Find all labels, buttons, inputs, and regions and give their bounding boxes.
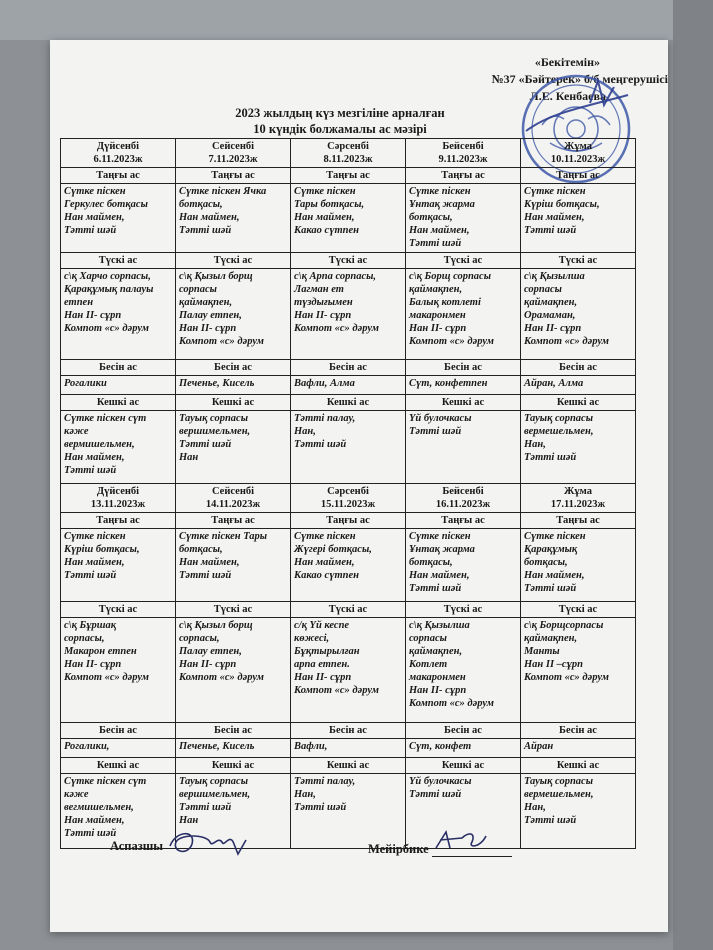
dish-line: Компот «с» дәрум: [409, 336, 495, 347]
dish-line: ботқасы,: [409, 557, 453, 568]
dish-cell: [521, 529, 636, 602]
day-date: 13.11.2023ж: [90, 499, 146, 510]
meal-label: Бесін ас: [176, 360, 291, 376]
dish-line: Сүтке піскен Тары: [179, 531, 268, 542]
dish-line: арпа етпен.: [294, 659, 350, 670]
day-name: Дүйсенбі: [96, 141, 140, 152]
dish-line: Палау етпен,: [179, 310, 242, 321]
dish-line: Ұнтақ жарма: [409, 199, 475, 210]
dish-line: Компот «с» дәрум: [179, 336, 265, 347]
dish-line: Нан маймен,: [409, 225, 470, 236]
dish-cell: [521, 269, 636, 360]
meal-label: Бесін ас: [521, 723, 636, 739]
dish-line: Нан II- сұрп: [294, 310, 352, 321]
dish-cell: [521, 411, 636, 484]
dish-line: Тәтті шәй: [524, 815, 577, 826]
day-name: Сәрсенбі: [327, 141, 369, 152]
dish-line: Компот «с» дәрум: [64, 323, 150, 334]
dish-line: қаймақпен,: [409, 646, 463, 657]
dish-line: Нан,: [294, 426, 316, 437]
dish-line: Геркулес ботқасы: [64, 199, 148, 210]
meal-label: Бесін ас: [61, 360, 176, 376]
dish-cell: [406, 529, 521, 602]
dish-line: Компот «с» дәрум: [179, 672, 265, 683]
dish-line: Тәтті шәй: [524, 225, 577, 236]
dish-line: Тәтті шәй: [64, 465, 117, 476]
background-wall: [0, 0, 713, 40]
dish-cell: [406, 184, 521, 253]
dish-cell: [291, 411, 406, 484]
dish-line: Нан II- сұрп: [524, 323, 582, 334]
dish-cell: [406, 618, 521, 723]
dish-line: Сүтке піскен: [409, 531, 471, 542]
day-date: 10.11.2023ж: [550, 154, 606, 165]
dish-cell: [521, 774, 636, 849]
dish-line: Сүтке піскен Ячка: [179, 186, 267, 197]
dish-line: с\қ Харчо сорпасы,: [64, 271, 151, 282]
dish-line: сорпасы: [409, 633, 447, 644]
dish-line: Вафли, Алма: [294, 378, 355, 389]
cook-signature: [110, 828, 256, 858]
title-line-1: 2023 жылдың күз мезгіліне арналған: [235, 106, 445, 120]
dish-line: с/қ Үй кеспе: [294, 620, 350, 631]
snack-label-row: [61, 360, 636, 376]
dish-line: Нан II- сұрп: [409, 323, 467, 334]
dish-line: қаймақпен,: [524, 633, 578, 644]
meal-label: Кешкі ас: [176, 395, 291, 411]
dish-line: Компот «с» дәрум: [524, 336, 610, 347]
day-header-cell: [521, 139, 636, 168]
dish-line: ботқасы,: [179, 199, 223, 210]
dish-line: Нан маймен,: [524, 570, 585, 581]
cook-signature-scribble: [166, 828, 256, 858]
dish-line: Компот «с» дәрум: [294, 323, 380, 334]
dish-line: ботқасы,: [409, 212, 453, 223]
dish-line: Тәтті шәй: [64, 225, 117, 236]
dish-cell: [176, 184, 291, 253]
meal-label: Бесін ас: [176, 723, 291, 739]
dish-cell: [521, 739, 636, 758]
dish-line: Тәтті шәй: [409, 789, 462, 800]
dish-line: с\қ Қызылша: [524, 271, 585, 282]
menu-document: [50, 40, 668, 932]
day-date: 9.11.2023ж: [438, 154, 488, 165]
dish-line: Нан маймен,: [64, 452, 125, 463]
meal-label: Кешкі ас: [521, 395, 636, 411]
menu-table: [60, 138, 636, 849]
meal-label: Түскі ас: [176, 602, 291, 618]
dish-cell: [406, 376, 521, 395]
meal-label: Таңғы ас: [406, 168, 521, 184]
meal-label: Кешкі ас: [291, 758, 406, 774]
day-date: 15.11.2023ж: [320, 499, 376, 510]
meal-label: Таңғы ас: [176, 168, 291, 184]
dish-cell: [291, 269, 406, 360]
dish-line: Нан маймен,: [409, 570, 470, 581]
day-header-cell: [291, 484, 406, 513]
day-date: 14.11.2023ж: [205, 499, 261, 510]
meal-label: Таңғы ас: [61, 513, 176, 529]
dish-cell: [61, 411, 176, 484]
dish-line: макаронмен: [409, 672, 466, 683]
dish-line: Тәтті шәй: [179, 570, 232, 581]
snack-dishes-row: [61, 376, 636, 395]
dish-line: кәже: [64, 426, 89, 437]
dish-line: Какао сүтпен: [294, 225, 359, 236]
dish-line: Тауық сорпасы: [524, 413, 593, 424]
lunch-dishes-row: [61, 618, 636, 723]
dish-line: Бұқтырылған: [294, 646, 360, 657]
meal-label: Түскі ас: [176, 253, 291, 269]
dish-line: сорпасы: [179, 284, 217, 295]
cook-label: Аспазшы: [110, 839, 164, 853]
dish-line: кәже: [64, 789, 89, 800]
meal-label: Кешкі ас: [406, 758, 521, 774]
dish-line: Сүтке піскен: [524, 531, 586, 542]
dish-cell: [61, 376, 176, 395]
meal-label: Кешкі ас: [521, 758, 636, 774]
dish-line: Нан II- сұрп: [64, 659, 122, 670]
nurse-signature-scribble: [432, 828, 492, 852]
dish-cell: [291, 739, 406, 758]
dish-line: Ұнтақ жарма: [409, 544, 475, 555]
dish-cell: [521, 184, 636, 253]
dish-line: с\қ Қызылша: [409, 620, 470, 631]
dish-line: қаймақпен,: [524, 297, 578, 308]
dish-cell: [406, 739, 521, 758]
dish-line: түздығымен: [294, 297, 353, 308]
dish-line: Компот «с» дәрум: [64, 672, 150, 683]
nurse-signature: [368, 828, 512, 857]
dish-line: Нан II- сұрп: [64, 310, 122, 321]
dish-line: ботқасы,: [179, 544, 223, 555]
meal-label: Таңғы ас: [521, 168, 636, 184]
dish-line: қаймақпен,: [179, 297, 233, 308]
dish-line: вершимельмен,: [179, 426, 251, 437]
dish-line: Қарақұмық палауы: [64, 284, 154, 295]
meal-label: Кешкі ас: [176, 758, 291, 774]
dish-line: ботқасы,: [524, 557, 568, 568]
dish-line: Үй булочкасы: [409, 776, 472, 787]
meal-label: Таңғы ас: [291, 513, 406, 529]
dish-line: Үй булочкасы: [409, 413, 472, 424]
dish-line: Тәтті шәй: [409, 583, 462, 594]
approval-line-3: Л.Е. Кенбаева: [529, 89, 606, 103]
dish-line: Тәтті шәй: [294, 439, 347, 450]
day-date: 8.11.2023ж: [323, 154, 373, 165]
day-header-cell: [61, 139, 176, 168]
dish-line: с\қ Бұршақ: [64, 620, 117, 631]
dish-line: Нан маймен,: [294, 212, 355, 223]
dish-line: Тәтті шәй: [179, 802, 232, 813]
dish-line: Тәтті шәй: [409, 426, 462, 437]
meal-label: Бесін ас: [291, 723, 406, 739]
day-date: 7.11.2023ж: [208, 154, 258, 165]
dish-line: Котлет: [409, 659, 448, 670]
dish-line: Нан: [179, 452, 199, 463]
meal-label: Кешкі ас: [406, 395, 521, 411]
meal-label: Түскі ас: [291, 602, 406, 618]
menu-title: [110, 105, 570, 137]
dish-line: Сүт, конфетпен: [409, 378, 488, 389]
dish-line: Тәтті палау,: [294, 776, 356, 787]
dish-cell: [61, 529, 176, 602]
day-header-row: [61, 484, 636, 513]
dish-line: вершимельмен,: [179, 789, 251, 800]
meal-label: Таңғы ас: [291, 168, 406, 184]
dish-line: сорпасы: [524, 284, 562, 295]
dish-line: Сүтке піскен: [64, 531, 126, 542]
day-header-cell: [406, 484, 521, 513]
dish-line: қаймақпен,: [409, 284, 463, 295]
snack-label-row: [61, 723, 636, 739]
day-date: 17.11.2023ж: [550, 499, 606, 510]
dish-line: Манты: [524, 646, 560, 657]
day-name: Сейсенбі: [211, 486, 255, 497]
dish-line: Сүтке піскен сүт: [64, 776, 147, 787]
dish-line: сорпасы,: [64, 633, 105, 644]
dish-line: Нан: [179, 815, 199, 826]
dish-line: Нан II- сұрп: [294, 672, 352, 683]
dish-cell: [291, 618, 406, 723]
day-header-cell: [521, 484, 636, 513]
dish-line: Сүтке піскен: [294, 186, 356, 197]
meal-label: Бесін ас: [61, 723, 176, 739]
dish-line: Рогалики,: [64, 741, 110, 752]
meal-label: Түскі ас: [61, 602, 176, 618]
dish-line: Тары ботқасы,: [294, 199, 365, 210]
dish-line: Сүтке піскен: [64, 186, 126, 197]
dish-cell: [291, 184, 406, 253]
dish-line: с\қ Борщсорпасы: [524, 620, 604, 631]
dinner-dishes-row: [61, 411, 636, 484]
dish-line: Сүт, конфет: [409, 741, 472, 752]
breakfast-dishes-row: [61, 184, 636, 253]
dish-line: Айран: [524, 741, 554, 752]
dish-line: Сүтке піскен: [524, 186, 586, 197]
dish-cell: [406, 269, 521, 360]
signature-line: [432, 828, 512, 857]
dish-line: Рогалики: [64, 378, 107, 389]
dish-line: Тауық сорпасы: [179, 776, 248, 787]
dish-line: Нан,: [294, 789, 316, 800]
dish-cell: [61, 739, 176, 758]
dish-cell: [291, 376, 406, 395]
day-name: Дүйсенбі: [96, 486, 140, 497]
dish-line: Сүтке піскен сүт: [64, 413, 147, 424]
day-name: Жұма: [564, 486, 592, 497]
dish-line: сорпасы,: [179, 633, 220, 644]
lunch-label-row: [61, 253, 636, 269]
dish-line: Нан маймен,: [64, 815, 125, 826]
meal-label: Бесін ас: [406, 360, 521, 376]
dish-line: Тәтті шәй: [64, 828, 117, 839]
dish-cell: [61, 618, 176, 723]
dish-line: етпен: [64, 297, 94, 308]
day-name: Бейсенбі: [442, 141, 484, 152]
dish-line: Тәтті шәй: [179, 225, 232, 236]
dish-line: Күріш ботқасы,: [64, 544, 140, 555]
breakfast-label-row: [61, 513, 636, 529]
dish-cell: [176, 618, 291, 723]
dish-cell: [176, 529, 291, 602]
breakfast-label-row: [61, 168, 636, 184]
dish-line: с\қ Қызыл борщ: [179, 271, 253, 282]
dish-cell: [61, 269, 176, 360]
dish-line: Тәтті шәй: [179, 439, 232, 450]
meal-label: Таңғы ас: [406, 513, 521, 529]
dish-line: Күріш ботқасы,: [524, 199, 600, 210]
dish-line: Сүтке піскен: [409, 186, 471, 197]
dinner-label-row: [61, 395, 636, 411]
day-header-row: [61, 139, 636, 168]
dish-cell: [521, 618, 636, 723]
dish-line: Тәтті шәй: [409, 238, 462, 249]
dish-line: с\қ Қызыл борщ: [179, 620, 253, 631]
day-header-cell: [406, 139, 521, 168]
dish-line: Нан II- сұрп: [409, 685, 467, 696]
dish-line: с\қ Арпа сорпасы,: [294, 271, 377, 282]
dish-line: с\қ Борщ сорпасы: [409, 271, 492, 282]
dish-line: Нан маймен,: [64, 557, 125, 568]
dish-cell: [406, 411, 521, 484]
dish-line: Нан маймен,: [64, 212, 125, 223]
dish-line: көжесі,: [294, 633, 330, 644]
meal-label: Бесін ас: [291, 360, 406, 376]
background-door-edge: [673, 0, 713, 950]
lunch-label-row: [61, 602, 636, 618]
dish-cell: [176, 269, 291, 360]
meal-label: Таңғы ас: [521, 513, 636, 529]
dish-line: Нан маймен,: [294, 557, 355, 568]
nurse-label: Мейірбике: [368, 842, 429, 856]
dish-line: Тәтті шәй: [524, 583, 577, 594]
dish-line: Қарақұмық: [524, 544, 578, 555]
dish-cell: [176, 411, 291, 484]
dish-line: Балық котлеті: [409, 297, 481, 308]
dish-line: Печенье, Кисель: [179, 378, 255, 389]
meal-label: Түскі ас: [291, 253, 406, 269]
dish-line: Нан,: [524, 802, 546, 813]
day-header-cell: [176, 484, 291, 513]
meal-label: Кешкі ас: [291, 395, 406, 411]
dish-line: Палау етпен,: [179, 646, 242, 657]
dish-cell: [521, 376, 636, 395]
meal-label: Түскі ас: [406, 253, 521, 269]
dish-cell: [176, 376, 291, 395]
dinner-label-row: [61, 758, 636, 774]
day-name: Жұма: [564, 141, 592, 152]
dish-cell: [176, 739, 291, 758]
dish-line: Тауық сорпасы: [179, 413, 248, 424]
approval-line-2: №37 «Бәйтерек» б/б меңгерушісі: [491, 72, 668, 86]
breakfast-dishes-row: [61, 529, 636, 602]
dish-line: вермешельмен,: [524, 789, 594, 800]
dish-line: Тәтті шәй: [64, 570, 117, 581]
dish-line: Компот «с» дәрум: [294, 685, 380, 696]
meal-label: Кешкі ас: [61, 395, 176, 411]
dish-line: Печенье, Кисель: [179, 741, 255, 752]
meal-label: Таңғы ас: [176, 513, 291, 529]
meal-label: Түскі ас: [521, 253, 636, 269]
dish-line: Тәтті палау,: [294, 413, 356, 424]
lunch-dishes-row: [61, 269, 636, 360]
dish-line: Нан II- сұрп: [179, 659, 237, 670]
dish-line: вермешельмен,: [524, 426, 594, 437]
title-line-2: 10 күндік болжамалы ас мәзірі: [253, 122, 427, 136]
dish-line: Тәтті шәй: [524, 452, 577, 463]
dish-cell: [291, 529, 406, 602]
dish-line: Тәтті шәй: [294, 802, 347, 813]
dish-line: Макарон етпен: [64, 646, 137, 657]
dish-cell: [61, 184, 176, 253]
dish-line: Какао сүтпен: [294, 570, 359, 581]
day-header-cell: [291, 139, 406, 168]
meal-label: Түскі ас: [406, 602, 521, 618]
dish-line: Нан маймен,: [179, 557, 240, 568]
meal-label: Кешкі ас: [61, 758, 176, 774]
day-name: Сейсенбі: [211, 141, 255, 152]
dish-line: Тауық сорпасы: [524, 776, 593, 787]
day-name: Сәрсенбі: [327, 486, 369, 497]
dish-line: Жүгері ботқасы,: [294, 544, 372, 555]
dish-line: Орамаман,: [524, 310, 576, 321]
day-date: 6.11.2023ж: [93, 154, 143, 165]
dish-line: Нан маймен,: [524, 212, 585, 223]
approval-line-1: «Бекітемін»: [534, 55, 600, 69]
dish-line: Айран, Алма: [524, 378, 584, 389]
dish-line: вегмишельмен,: [64, 802, 134, 813]
meal-label: Түскі ас: [61, 253, 176, 269]
dish-line: Вафли,: [294, 741, 328, 752]
dish-line: макаронмен: [409, 310, 466, 321]
meal-label: Түскі ас: [521, 602, 636, 618]
day-header-cell: [176, 139, 291, 168]
dish-line: Нан маймен,: [179, 212, 240, 223]
day-name: Бейсенбі: [442, 486, 484, 497]
meal-label: Бесін ас: [521, 360, 636, 376]
dish-line: Лагман ет: [294, 284, 344, 295]
meal-label: Бесін ас: [406, 723, 521, 739]
day-date: 16.11.2023ж: [435, 499, 491, 510]
dish-line: Нан II –сұрп: [524, 659, 583, 670]
dish-line: Компот «с» дәрум: [409, 698, 495, 709]
day-header-cell: [61, 484, 176, 513]
dish-line: Нан II- сұрп: [179, 323, 237, 334]
snack-dishes-row: [61, 739, 636, 758]
dish-line: Сүтке піскен: [294, 531, 356, 542]
dish-line: Нан,: [524, 439, 546, 450]
dish-line: вермишельмен,: [64, 439, 135, 450]
meal-label: Таңғы ас: [61, 168, 176, 184]
dish-line: Компот «с» дәрум: [524, 672, 610, 683]
